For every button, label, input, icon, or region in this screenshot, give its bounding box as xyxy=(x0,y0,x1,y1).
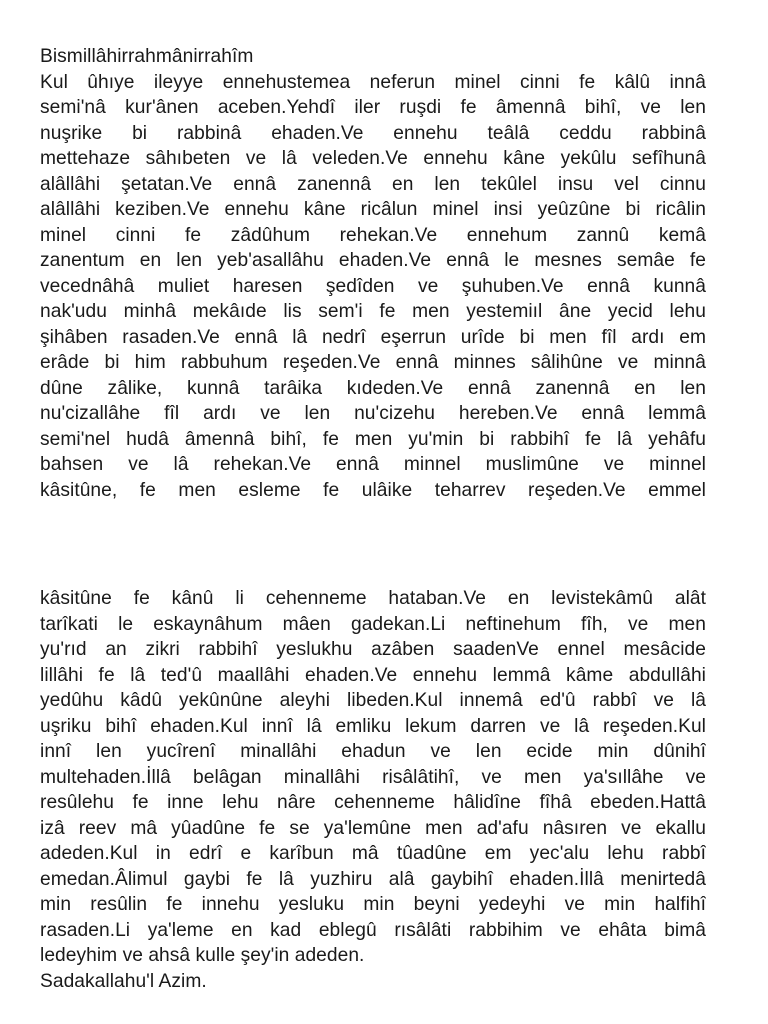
text-line: innî len yucîrenî minallâhi ehadun ve len ecide min dûnihî xyxy=(40,741,706,762)
text-line: şihâben rasaden.Ve ennâ lâ nedrî eşerrun urîde bi men fîl ardı em xyxy=(40,326,706,348)
text-line: emedan.Âlimul gaybi fe lâ yuzhiru alâ gaybihî ehaden.İllâ menirtedâ xyxy=(40,868,706,890)
text-line: izâ reev mâ yûadûne fe se ya'lemûne men ad'afu nâsıren ve ekallu xyxy=(40,817,706,839)
text-line: zanentum en len yeb'asallâhu ehaden.Ve ennâ le mesnes semâe fe xyxy=(40,250,706,271)
text-line: dûne zâlike, kunnâ tarâika kıdeden.Ve ennâ zanennâ en len xyxy=(40,377,706,399)
text-line: Kul ûhıye ileyye ennehustemea neferun minel cinni fe kâlû innâ xyxy=(40,71,706,93)
text-line: nu'cizallâhe fîl ardı ve len nu'cizehu hereben.Ve ennâ lemmâ xyxy=(40,403,706,424)
text-line: mettehaze sâhıbeten ve lâ veleden.Ve ennehu kâne yekûlu sefîhunâ xyxy=(40,148,706,169)
text-line: bahsen ve lâ rehekan.Ve ennâ minnel muslimûne ve minnel xyxy=(40,454,706,475)
text-line: semi'nel hudâ âmennâ bihî, fe men yu'min bi rabbihî fe lâ yehâfu xyxy=(40,428,706,450)
text-line: alâllâhi keziben.Ve ennehu kâne ricâlun minel insi yeûzûne bi ricâlin xyxy=(40,199,706,220)
text-line: kâsitûne fe kânû li cehenneme hataban.Ve en levistekâmû alât xyxy=(40,588,706,609)
text-line: multehaden.İllâ belâgan minallâhi risâlâtihî, ve men ya'sıllâhe ve xyxy=(40,766,706,788)
text-line: alâllâhi şetatan.Ve ennâ zanennâ en len tekûlel insu vel cinnu xyxy=(40,173,706,195)
text-line: tarîkati le eskaynâhum mâen gadekan.Li neftinehum fîh, ve men xyxy=(40,613,706,635)
closing-line: Sadakallahu'l Azim. xyxy=(40,970,207,992)
document-title-line: Bismillâhirrahmânirrahîm xyxy=(40,46,254,67)
text-line: yu'rıd an zikri rabbihî yeslukhu azâben saadenVe ennel mesâcide xyxy=(40,639,706,660)
text-line: adeden.Kul in edrî e karîbun mâ tûadûne em yec'alu lehu rabbî xyxy=(40,843,706,864)
text-line: resûlehu fe inne lehu nâre cehenneme hâlidîne fîhâ ebeden.Hattâ xyxy=(40,792,706,813)
text-line: kâsitûne, fe men esleme fe ulâike teharrev reşeden.Ve emmel xyxy=(40,479,706,501)
text-line: rasaden.Li ya'leme en kad eblegû rısâlâti rabbihim ve ehâta bimâ xyxy=(40,919,706,941)
text-line: nuşrike bi rabbinâ ehaden.Ve ennehu teâlâ ceddu rabbinâ xyxy=(40,122,706,144)
text-line: min resûlin fe innehu yesluku min beyni yedeyhi ve min halfihî xyxy=(40,894,706,915)
text-block-bottom xyxy=(40,586,706,994)
text-line: lillâhi fe lâ ted'û maallâhi ehaden.Ve ennehu lemmâ kâme abdullâhi xyxy=(40,664,706,686)
text-line: uşriku bihî ehaden.Kul innî lâ emliku lekum darren ve lâ reşeden.Kul xyxy=(40,715,706,737)
text-line: yedûhu kâdû yekûnûne aleyhi libeden.Kul innemâ ed'û rabbî ve lâ xyxy=(40,690,706,711)
text-block-top xyxy=(40,44,706,503)
text-line: minel cinni fe zâdûhum rehekan.Ve ennehum zannû kemâ xyxy=(40,224,706,246)
text-line-last: ledeyhim ve ahsâ kulle şey'in adeden. xyxy=(40,945,365,966)
text-line: semi'nâ kur'ânen aceben.Yehdî iler ruşdi fe âmennâ bihî, ve len xyxy=(40,97,706,118)
text-line: erâde bi him rabbuhum reşeden.Ve ennâ minnes sâlihûne ve minnâ xyxy=(40,352,706,373)
text-line: nak'udu minhâ mekâıde lis sem'i fe men yestemiıl âne yecid lehu xyxy=(40,301,706,322)
text-line: vecednâhâ muliet haresen şedîden ve şuhuben.Ve ennâ kunnâ xyxy=(40,275,706,297)
